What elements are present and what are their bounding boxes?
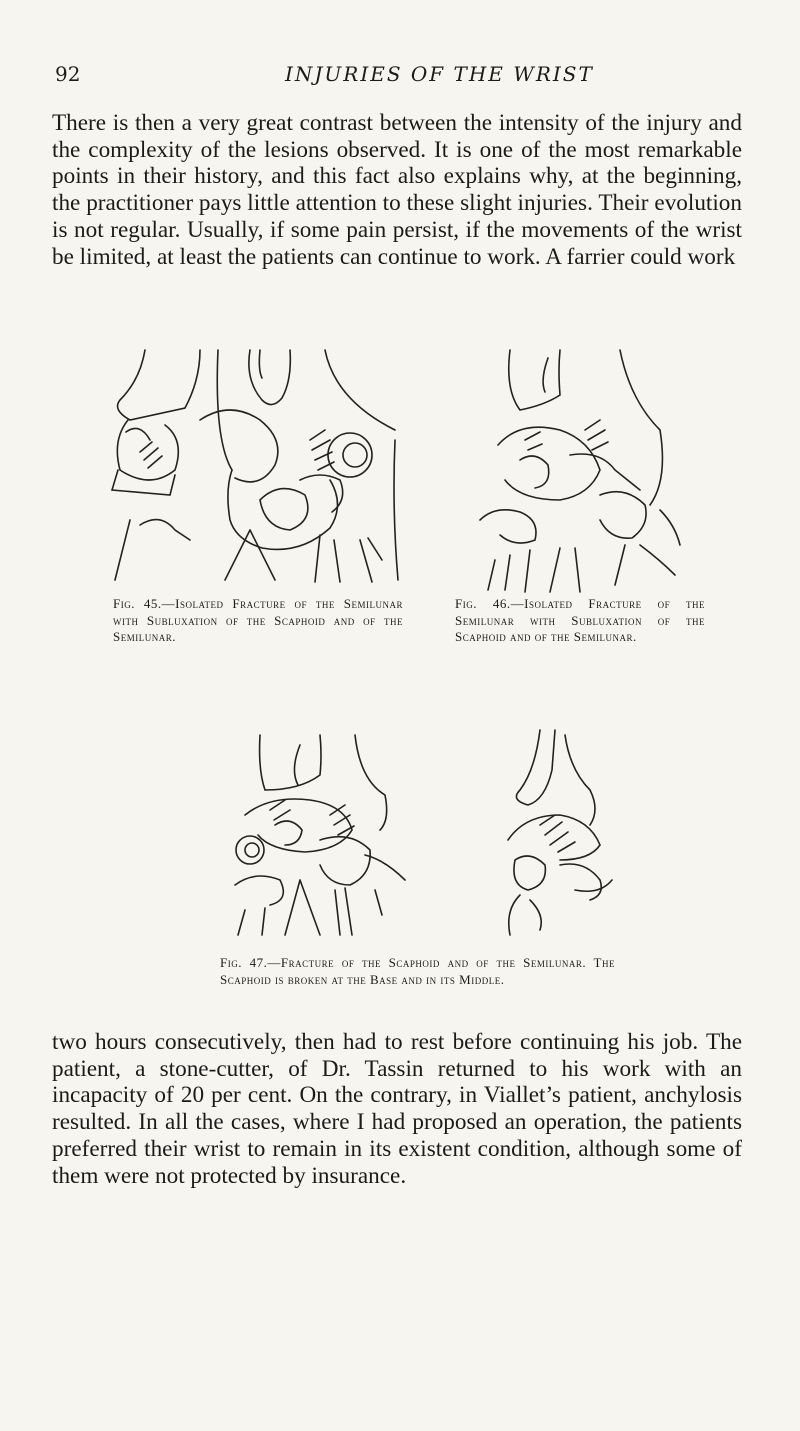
fig47-right-wrist-drawing [508,730,612,935]
page-number: 92 [55,62,81,86]
paragraph-bottom: two hours consecutively, then had to rest before continuing his job. The patient, a stone-cutter, of Dr. Tassin returned to his work with an incapacity of 20 per cent. On the contrary, in Viallet’s patient, anchylosis resulted. In all the cases, where I had proposed an operation, the patients preferred their wrist to remain in its existent condition, although some of them were not protected by insurance. [52,1029,742,1189]
figure-47-caption: Fig. 47.—Fracture of the Scaphoid and of the Semilunar. The Scaphoid is broken at the Base and in its Middle. [220,955,615,987]
paragraph-top: There is then a very great contrast between the intensity of the injury and the complexity of the lesions observed. It is one of the most remarkable points in their history, and this fact also explains why, at the beginning, the practitioner pays little attention to these slight injuries. Their evolution is not regular. Usually, if some pain persist, if the movements of the wrist be limited, at least the patients can continue to work. A farrier could work [52,110,742,270]
running-title: INJURIES OF THE WRIST [285,62,594,86]
figure-45-caption: Fig. 45.—Isolated Fracture of the Semilunar with Subluxation of the Scaphoid and of the Semilunar. [113,596,403,644]
figure-46-caption: Fig. 46.—Isolated Fracture of the Semilunar with Subluxation of the Scaphoid and of the Semilunar. [455,596,705,644]
fig46-wrist-drawing [480,350,680,592]
fig45-wrist-drawing [112,350,398,582]
fig47-left-wrist-drawing [235,735,405,935]
